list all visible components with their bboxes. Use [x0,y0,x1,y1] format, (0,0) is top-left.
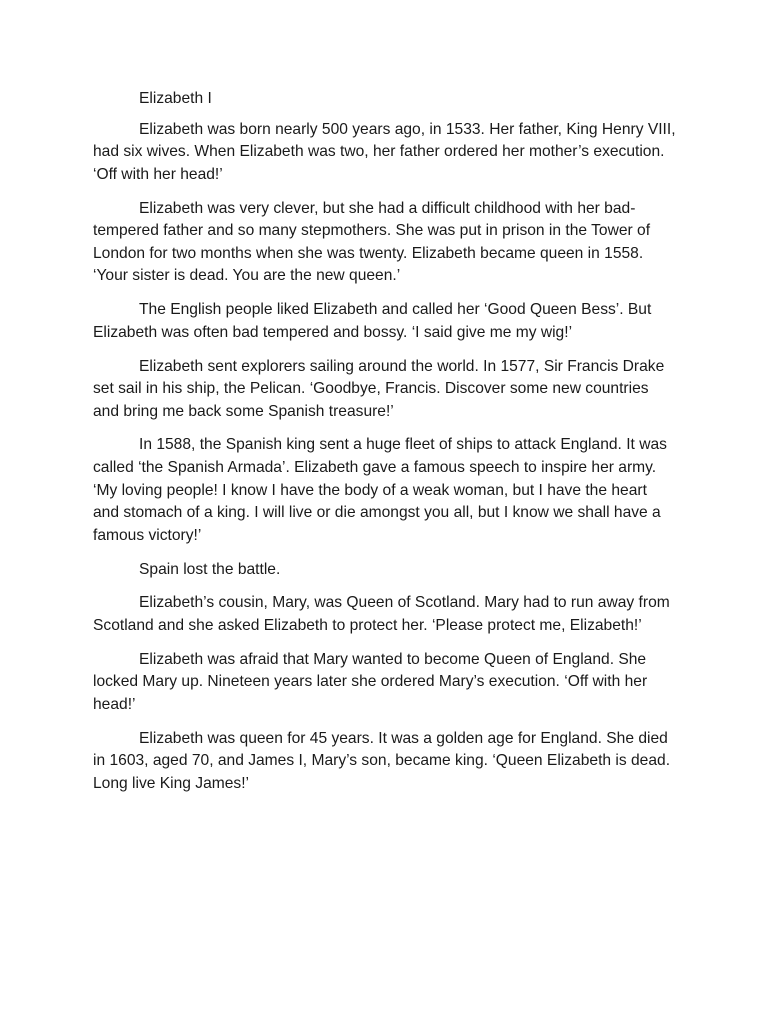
document-title: Elizabeth I [139,90,212,107]
paragraph-6: Spain lost the battle. [139,560,281,578]
paragraph-7: Elizabeth’s cousin, Mary, was Queen of Scotland. Mary had to run away from Scotland and she asked Elizabeth to protect her. ‘Please protect me, Elizabeth!’ [93,594,670,634]
document-body [93,88,676,807]
paragraph-1: Elizabeth was born nearly 500 years ago, in 1533. Her father, King Henry VIII, had six wives. When Elizabeth was two, her father ordered her mother’s execution. ‘Off with her head!’ [93,120,676,183]
paragraph-9: Elizabeth was queen for 45 years. It was a golden age for England. She died in 1603, aged 70, and James I, Mary’s son, became king. ‘Queen Elizabeth is dead. Long live King James!’ [93,729,671,792]
paragraph-5: In 1588, the Spanish king sent a huge fleet of ships to attack England. It was called ‘the Spanish Armada’. Elizabeth gave a famous speech to inspire her army. ‘My loving people! I know I have the body of a weak woman, but I have the heart and stomach of a king. I will live or die amongst you all, but I know we shall have a famous victory!’ [93,436,667,544]
paragraph-2: Elizabeth was very clever, but she had a difficult childhood with her bad-tempered father and so many stepmothers. She was put in prison in the Tower of London for two months when she was twenty. Elizabeth became queen in 1558. ‘Your sister is dead. You are the new queen.’ [93,199,651,285]
paragraph-3: The English people liked Elizabeth and called her ‘Good Queen Bess’. But Elizabeth was often bad tempered and bossy. ‘I said give me my wig!’ [93,301,652,341]
paragraph-8: Elizabeth was afraid that Mary wanted to become Queen of England. She locked Mary up. Nineteen years later she ordered Mary’s execution. ‘Off with her head!’ [93,650,648,713]
paragraph-4: Elizabeth sent explorers sailing around the world. In 1577, Sir Francis Drake set sail in his ship, the Pelican. ‘Goodbye, Francis. Discover some new countries and bring me back some Spanish treasure!’ [93,357,665,420]
